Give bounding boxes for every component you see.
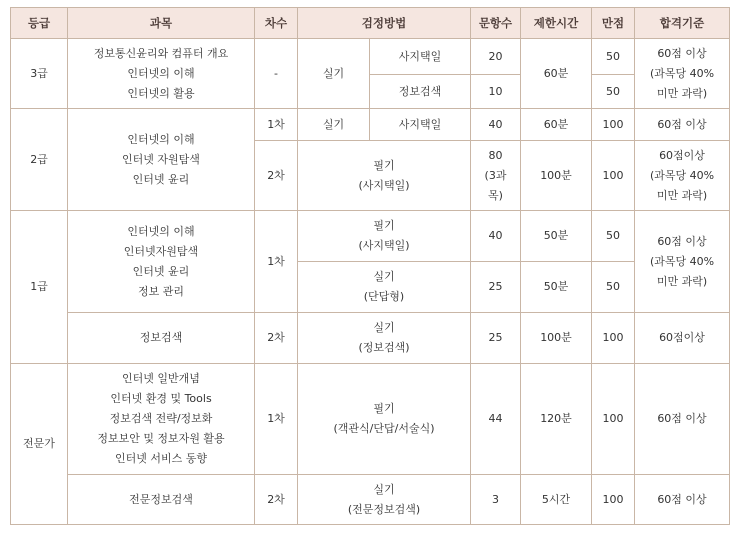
- time-cell: 50분: [521, 211, 592, 262]
- method-cell: 실기 (단답형): [298, 262, 471, 313]
- header-subject: 과목: [68, 8, 255, 39]
- subject-cell: 인터넷의 이해 인터넷자원탐색 인터넷 윤리 정보 관리: [68, 211, 255, 313]
- exam-table: [10, 7, 730, 525]
- table-row: [11, 109, 730, 141]
- subject-cell: 인터넷 일반개념 인터넷 환경 및 Tools 정보검색 전략/정보화 정보보안 및 정보자원 활용 인터넷 서비스 동향: [68, 364, 255, 475]
- header-pass-criteria: 합격기준: [635, 8, 730, 39]
- score-cell: 50: [592, 211, 635, 262]
- questions-cell: 20: [471, 39, 521, 75]
- questions-cell: 3: [471, 475, 521, 525]
- score-cell: 100: [592, 364, 635, 475]
- time-cell: 50분: [521, 262, 592, 313]
- pass-cell: 60점 이상: [635, 364, 730, 475]
- questions-cell: 40: [471, 211, 521, 262]
- score-cell: 100: [592, 475, 635, 525]
- time-cell: 5시간: [521, 475, 592, 525]
- method-cell: 필기 (사지택일): [298, 141, 471, 211]
- method-cell: 실기 (정보검색): [298, 313, 471, 364]
- header-method: 검정방법: [298, 8, 471, 39]
- table-row: [11, 364, 730, 475]
- questions-cell: 10: [471, 75, 521, 109]
- header-row: [11, 8, 730, 39]
- method-cell: 실기: [298, 109, 370, 141]
- method-cell: 실기 (전문정보검색): [298, 475, 471, 525]
- subject-cell: 정보통신윤리와 컴퓨터 개요 인터넷의 이해 인터넷의 활용: [68, 39, 255, 109]
- header-full-score: 만점: [592, 8, 635, 39]
- method-cell: 필기 (객관식/단답/서술식): [298, 364, 471, 475]
- table-row: [11, 313, 730, 364]
- questions-cell: 40: [471, 109, 521, 141]
- score-cell: 50: [592, 75, 635, 109]
- pass-cell: 60점 이상: [635, 109, 730, 141]
- round-cell: 1차: [255, 109, 298, 141]
- pass-cell: 60점이상 (과목당 40% 미만 과락): [635, 141, 730, 211]
- questions-cell: 44: [471, 364, 521, 475]
- header-grade: 등급: [11, 8, 68, 39]
- subject-cell: 전문정보검색: [68, 475, 255, 525]
- method-sub-cell: 정보검색: [370, 75, 471, 109]
- table-row: [11, 211, 730, 262]
- header-time-limit: 제한시간: [521, 8, 592, 39]
- pass-cell: 60점 이상 (과목당 40% 미만 과락): [635, 211, 730, 313]
- questions-cell: 25: [471, 262, 521, 313]
- pass-cell: 60점이상: [635, 313, 730, 364]
- method-cell: 필기 (사지택일): [298, 211, 471, 262]
- time-cell: 60분: [521, 39, 592, 109]
- time-cell: 100분: [521, 313, 592, 364]
- score-cell: 50: [592, 39, 635, 75]
- grade-cell: 3급: [11, 39, 68, 109]
- method-sub-cell: 사지택일: [370, 39, 471, 75]
- time-cell: 100분: [521, 141, 592, 211]
- grade-cell: 2급: [11, 109, 68, 211]
- time-cell: 60분: [521, 109, 592, 141]
- grade-cell: 1급: [11, 211, 68, 364]
- round-cell: 2차: [255, 313, 298, 364]
- questions-cell: 80 (3과 목): [471, 141, 521, 211]
- pass-cell: 60점 이상: [635, 475, 730, 525]
- subject-cell: 인터넷의 이해 인터넷 자원탐색 인터넷 윤리: [68, 109, 255, 211]
- round-cell: 1차: [255, 364, 298, 475]
- score-cell: 100: [592, 109, 635, 141]
- method-sub-cell: 사지택일: [370, 109, 471, 141]
- score-cell: 100: [592, 313, 635, 364]
- round-cell: -: [255, 39, 298, 109]
- round-cell: 2차: [255, 475, 298, 525]
- method-cell: 실기: [298, 39, 370, 109]
- header-round: 차수: [255, 8, 298, 39]
- grade-cell: 전문가: [11, 364, 68, 525]
- time-cell: 120분: [521, 364, 592, 475]
- header-questions: 문항수: [471, 8, 521, 39]
- round-cell: 2차: [255, 141, 298, 211]
- table-row: [11, 39, 730, 75]
- score-cell: 50: [592, 262, 635, 313]
- score-cell: 100: [592, 141, 635, 211]
- table-row: [11, 475, 730, 525]
- questions-cell: 25: [471, 313, 521, 364]
- subject-cell: 정보검색: [68, 313, 255, 364]
- pass-cell: 60점 이상 (과목당 40% 미만 과락): [635, 39, 730, 109]
- round-cell: 1차: [255, 211, 298, 313]
